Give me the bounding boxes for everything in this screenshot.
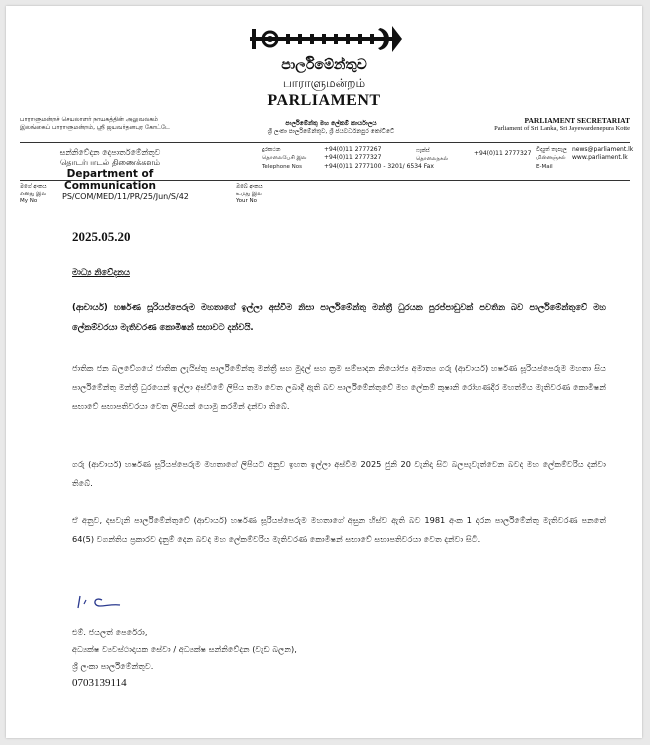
media-release-caption: මාධ්‍ය නිවේදනය [72,268,130,278]
contact-divider [20,180,630,181]
header-address-english [416,116,630,132]
department-english: Department of Communication [64,168,156,192]
body-paragraph-3: ඒ අනුව, දසවැනි පාර්ලිමේන්තුවේ (ආචාර්ය) හර්ෂණ සූරියප්පෙරුම මහතාගේ අසුන හිස්ව ඇති බව 1981 අංක 1 දරන පාර්ලිමේන්තු මැතිවරණ පනතේ 64(5) වගන්තිය ප්‍රකාරව දැනුම් දෙන බවද මහ ලේකම්වරිය මැතිවරණ කොමිෂන් සභාවේ සභාපතිවරයා වෙත දන්වා සිටී. [72,515,606,544]
fax-label-sinhala: ෆැක්ස් [416,148,430,154]
email-address: news@parliament.lk [572,146,634,153]
fax-labels [416,147,464,164]
department-sinhala: සන්නිවේදන දෙපාර්තමේන්තුව [59,148,161,157]
signer-phone: 0703139114 [72,677,127,689]
header-address-tamil [20,116,210,132]
lead-paragraph: (ආචාර්ය) හර්ෂණ සූරියප්පෙරුම මහතාගේ ඉල්ලා අස්වීම නිසා පාර්ලිමේන්තු මන්ත්‍රී ධුරයක පුරප්පාඩුවක් පවතින බව පාර්ලිමේන්තුවේ මහ ලේකම්වරයා මැතිවරණ කොමිෂන් සභාවට දන්වයි. [72,303,606,333]
my-no-labels [20,184,60,205]
signer-name: එම්. ජයලත් පෙරේරා, [72,627,148,637]
signature-block [72,624,472,692]
your-no-label-english: Your No [236,198,257,204]
letter-page [6,6,642,738]
header-title-english: PARLIAMENT [267,92,381,109]
signer-organization: ශ්‍රී ලංකා පාර්ලිමේන්තුව. [72,661,154,671]
header-divider [20,142,630,143]
tel-value: +94(0)11 2777327 [324,154,382,162]
fax-value: +94(0)11 2777327 [474,150,532,157]
my-no-value: PS/COM/MED/11/PR/25/Jun/S/42 [62,192,189,201]
your-no-labels [236,184,276,205]
tel-value: +94(0)11 2777267 [324,146,382,153]
header-title-tamil: பாராளுமன்றம் [282,76,366,90]
sinhala-address-line-2: ශ්‍රී ලංකා පාර්ලිමේන්තුව, ශ්‍රී ජයවර්ධනපුර කෝට්ටේ [267,128,395,135]
email-label-english: E-Mail [536,163,553,170]
email-values [572,146,642,163]
tel-label-tamil: தொலைபேசி இல [262,155,307,162]
english-address-line: Parliament of Sri Lanka, Sri Jayewardenepura Kotte [494,125,630,132]
tel-label-sinhala: දුරකථන [262,147,281,153]
tamil-address-line-2: இலங்கைப் பாராளுமன்றம், ஸ்ரீ ஜயவர்தனபுர கோட்டே [20,124,170,131]
telephone-labels [262,146,312,171]
your-no-label-sinhala: ඔබේ අංකය [236,184,263,190]
tamil-address-line-1: பாராளுமன்றச் செயலாளர் நாயகத்தின் அலுவலகம் [20,116,158,123]
letter-date: 2025.05.20 [72,229,131,244]
parliament-mace-emblem-icon [246,20,406,58]
body-paragraph-1: ජාතික ජන බලවේගයේ ජාතික ලැයිස්තු පාර්ලිමේන්තු මන්ත්‍රී සහ මුදල් සහ ක්‍රම සම්පාදන නියෝජ්‍ය අමාත්‍ය ගරු (ආචාර්ය) හර්ෂණ සූරියප්පෙරුම මහතා සිය පාර්ලිමේන්තු මන්ත්‍රී ධුරයෙන් ඉල්ලා අස්වීමේ ලිපිය තමා වෙත ලබාදී ඇති බව පාර්ලිමේන්තුවේ මහ ලේකම් කුෂානි රෝහණදීර මහත්මිය මැතිවරණ කොමිෂන් සභාවේ සභාපතිවරයා වෙත ලිපියක් යොමු කරමින් දන්වා තිබේ. [72,363,606,411]
email-label-tamil: மின்னஞ்சல் [536,155,566,162]
signer-title: අධ්‍යක්ෂ ව්‍යවස්ථාදායක සේවා / අධ්‍යක්ෂ සන්නිවේදන (වැඩ බලන), [72,644,297,654]
english-address-title: PARLIAMENT SECRETARIAT [524,116,630,125]
tel-label-english: Telephone Nos [262,163,303,170]
my-no-label-tamil: எனது இல [20,191,47,197]
your-no-label-tamil: உமது இல [236,191,262,197]
tel-value: +94(0)11 2777100 - 3201/ 6534 Fax [324,162,434,170]
header-title-sinhala: පාර්ලිමේන්තුව [281,57,367,73]
email-label-sinhala: විද්‍යුත් තැපෑල [536,147,567,153]
fax-label-tamil: தொலைநகல் [416,156,449,163]
website-address: www.parliament.lk [572,154,628,162]
body-paragraph-2: ගරු (ආචාර්ය) හර්ෂණ සූරියප්පෙරුම මහතාගේ ලිපියට අනුව ඉහත ඉල්ලා අස්වීම 2025 ජුනි 20 වැනිදා සිට බලපැවැත්වෙන බවද මහ ලේකම්වරිය දන්වා තිබේ. [72,459,606,488]
my-no-label-sinhala: මගේ අංකය [20,184,47,190]
header-address-sinhala [236,120,426,136]
sinhala-address-line-1: පාර්ලිමේන්තු මහ ලේකම් කාර්යාලය [285,120,377,127]
signature-icon [72,586,132,616]
department-tamil: தொடர்பாடல் திணைக்களம் [59,158,161,167]
my-no-label-english: My No [20,198,38,204]
